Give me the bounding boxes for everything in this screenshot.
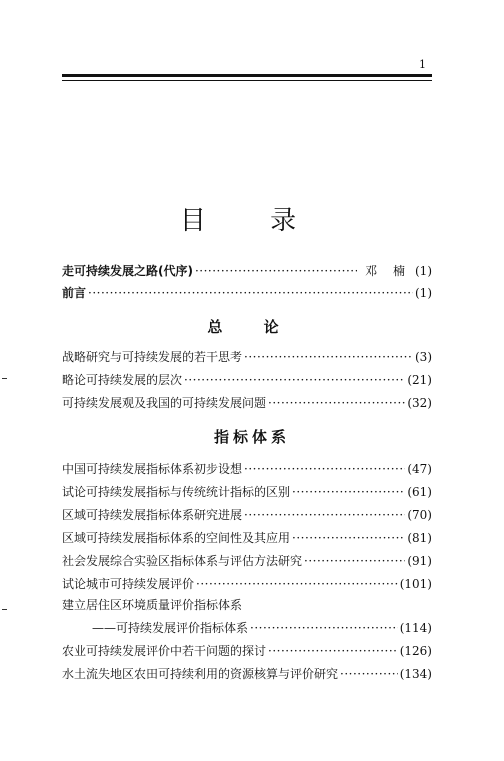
toc-entry-title: 略论可持续发展的层次 — [62, 373, 183, 387]
toc-entry-page: (91) — [407, 554, 432, 568]
toc-entry[interactable] — [62, 506, 432, 526]
margin-mark — [2, 609, 7, 610]
toc-entry-subtitle[interactable] — [62, 619, 432, 639]
toc-entry-title: 试论城市可持续发展评价 — [62, 577, 195, 591]
toc-entry[interactable] — [62, 348, 432, 368]
toc-entry-page: (126) — [399, 644, 432, 658]
toc-entry-page: (1) — [415, 286, 432, 300]
toc-entry[interactable] — [62, 371, 432, 391]
toc-leader-dots — [268, 644, 398, 658]
toc-entry-page: (47) — [407, 462, 432, 476]
page-number: 1 — [419, 58, 426, 71]
toc-leader-dots — [88, 286, 413, 300]
toc-entry-preface-foreword[interactable] — [62, 262, 432, 282]
header-rule-thick — [62, 74, 432, 77]
toc-entry-page: (3) — [415, 350, 432, 364]
toc-leader-dots — [250, 621, 398, 635]
toc-entry-title: 试论可持续发展指标与传统统计指标的区别 — [62, 485, 291, 499]
toc-entry-title: 中国可持续发展指标体系初步设想 — [62, 462, 243, 476]
toc-entry[interactable] — [62, 394, 432, 414]
toc-entry[interactable] — [62, 460, 432, 480]
margin-mark — [2, 378, 7, 379]
toc-entry-page: (114) — [399, 621, 432, 635]
toc-entry-title: 农业可持续发展评价中若干问题的探讨 — [62, 644, 267, 658]
toc-leader-dots — [244, 508, 405, 522]
toc-entry[interactable] — [62, 642, 432, 662]
toc-entry[interactable] — [62, 665, 432, 685]
toc-entry-title: ——可持续发展评价指标体系 — [92, 621, 249, 635]
toc-leader-dots — [184, 373, 405, 387]
toc-leader-dots — [195, 264, 357, 278]
toc-entry[interactable] — [62, 552, 432, 572]
toc-entry-page: (32) — [407, 396, 432, 410]
toc-leader-dots — [292, 531, 405, 545]
toc-entry-title: 社会发展综合实验区指标体系与评估方法研究 — [62, 554, 303, 568]
toc-entry-title: 战略研究与可持续发展的若干思考 — [62, 350, 243, 364]
toc-entry-title: 水土流失地区农田可持续利用的资源核算与评价研究 — [62, 667, 339, 681]
section-heading-general: 总 论 — [207, 318, 297, 336]
toc-entry-title: 前言 — [62, 286, 87, 300]
toc-entry-page: (1) — [415, 264, 432, 278]
toc-entry-page: (101) — [399, 577, 432, 591]
toc-entry-title: 区域可持续发展指标体系研究进展 — [62, 508, 243, 522]
toc-entry-page: (61) — [407, 485, 432, 499]
toc-entry-page: (134) — [399, 667, 432, 681]
toc-entry-title: 可持续发展观及我国的可持续发展问题 — [62, 396, 267, 410]
toc-leader-dots — [292, 485, 405, 499]
toc-entry-title-line[interactable]: 建立居住区环境质量评价指标体系 — [62, 598, 243, 612]
toc-leader-dots — [244, 462, 405, 476]
toc-entry-page: (21) — [407, 373, 432, 387]
toc-leader-dots — [196, 577, 398, 591]
toc-entry-title: 区域可持续发展指标体系的空间性及其应用 — [62, 531, 291, 545]
toc-leader-dots — [268, 396, 405, 410]
toc-entry-title: 走可持续发展之路(代序) — [62, 264, 193, 278]
toc-entry-page: (70) — [407, 508, 432, 522]
toc-leader-dots — [244, 350, 413, 364]
toc-entry-page: (81) — [407, 531, 432, 545]
toc-title: 目 录 — [179, 206, 325, 236]
toc-leader-dots — [340, 667, 398, 681]
header-rule-thin — [62, 80, 432, 81]
toc-entry[interactable] — [62, 529, 432, 549]
toc-entry-preface[interactable] — [62, 284, 432, 304]
toc-entry-author: 邓 楠 — [365, 264, 411, 278]
toc-entry[interactable] — [62, 575, 432, 595]
toc-leader-dots — [304, 554, 405, 568]
toc-entry[interactable] — [62, 483, 432, 503]
section-heading-indicator-system: 指标体系 — [213, 428, 290, 446]
